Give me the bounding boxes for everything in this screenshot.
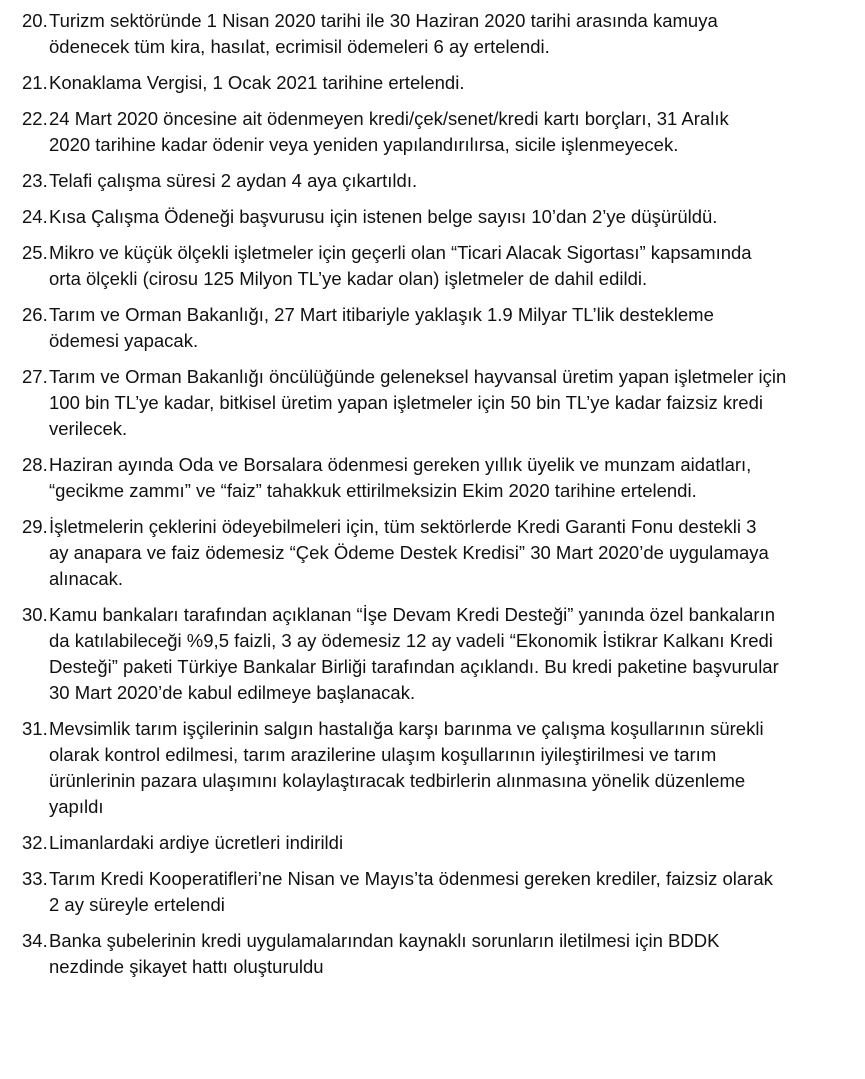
list-item bbox=[22, 8, 842, 60]
item-text-line: olarak kontrol edilmesi, tarım arazilerine ulaşım koşullarının iyileştirilmesi ve tarım bbox=[49, 744, 717, 765]
item-text-line: ödemesi yapacak. bbox=[49, 330, 199, 351]
item-text-line: Limanlardaki ardiye ücretleri indirildi bbox=[49, 832, 344, 853]
item-text-line: 2020 tarihine kadar ödenir veya yeniden yapılandırılırsa, sicile işlenmeyecek. bbox=[49, 134, 679, 155]
list-item bbox=[22, 928, 842, 980]
item-text-line: ay anapara ve faiz ödemesiz “Çek Ödeme Destek Kredisi” 30 Mart 2020’de uygulamaya bbox=[49, 542, 769, 563]
item-text-line: nezdinde şikayet hattı oluşturuldu bbox=[49, 956, 324, 977]
item-text bbox=[49, 106, 842, 158]
item-number: 33. bbox=[22, 868, 48, 889]
item-text bbox=[49, 716, 842, 820]
item-number: 28. bbox=[22, 454, 48, 475]
list-item bbox=[22, 602, 842, 706]
item-text-line: Konaklama Vergisi, 1 Ocak 2021 tarihine ertelendi. bbox=[49, 72, 465, 93]
item-text-line: orta ölçekli (cirosu 125 Milyon TL’ye kadar olan) işletmeler de dahil edildi. bbox=[49, 268, 648, 289]
item-text bbox=[49, 830, 842, 856]
item-text-line: 100 bin TL’ye kadar, bitkisel üretim yapan işletmeler için 50 bin TL’ye kadar faizsiz kredi bbox=[49, 392, 763, 413]
numbered-list bbox=[22, 8, 842, 990]
item-text bbox=[49, 168, 842, 194]
item-text-line: Desteği” paketi Türkiye Bankalar Birliği tarafından açıklandı. Bu kredi paketine başvurular bbox=[49, 656, 779, 677]
list-item bbox=[22, 866, 842, 918]
item-text-line: “gecikme zammı” ve “faiz” tahakkuk ettirilmeksizin Ekim 2020 tarihine ertelendi. bbox=[49, 480, 697, 501]
item-text-line: Kısa Çalışma Ödeneği başvurusu için istenen belge sayısı 10’dan 2’ye düşürüldü. bbox=[49, 206, 718, 227]
list-item bbox=[22, 514, 842, 592]
item-text bbox=[49, 70, 842, 96]
item-text bbox=[49, 240, 842, 292]
list-item bbox=[22, 716, 842, 820]
item-text bbox=[49, 928, 842, 980]
item-text-line: da katılabileceği %9,5 faizli, 3 ay ödemesiz 12 ay vadeli “Ekonomik İstikrar Kalkanı Kredi bbox=[49, 630, 773, 651]
item-text-line: alınacak. bbox=[49, 568, 124, 589]
item-text bbox=[49, 602, 842, 706]
item-text-line: ürünlerinin pazara ulaşımını kolaylaştıracak tedbirlerin alınmasına yönelik düzenleme bbox=[49, 770, 746, 791]
list-item bbox=[22, 70, 842, 96]
list-item bbox=[22, 204, 842, 230]
item-text-line: Haziran ayında Oda ve Borsalara ödenmesi gereken yıllık üyelik ve munzam aidatları, bbox=[49, 454, 752, 475]
item-text-line: Mikro ve küçük ölçekli işletmeler için geçerli olan “Ticari Alacak Sigortası” kapsamında bbox=[49, 242, 752, 263]
item-number: 21. bbox=[22, 72, 48, 93]
item-text bbox=[49, 364, 842, 442]
list-item bbox=[22, 168, 842, 194]
item-text-line: ödenecek tüm kira, hasılat, ecrimisil ödemeleri 6 ay ertelendi. bbox=[49, 36, 550, 57]
item-text-line: Banka şubelerinin kredi uygulamalarından kaynaklı sorunların iletilmesi için BDDK bbox=[49, 930, 720, 951]
item-text-line: Turizm sektöründe 1 Nisan 2020 tarihi ile 30 Haziran 2020 tarihi arasında kamuya bbox=[49, 10, 718, 31]
list-item bbox=[22, 830, 842, 856]
item-number: 27. bbox=[22, 366, 48, 387]
item-number: 29. bbox=[22, 516, 48, 537]
item-text-line: Tarım ve Orman Bakanlığı, 27 Mart itibariyle yaklaşık 1.9 Milyar TL’lik destekleme bbox=[49, 304, 714, 325]
list-item bbox=[22, 106, 842, 158]
item-text bbox=[49, 204, 842, 230]
item-text-line: Tarım Kredi Kooperatifleri’ne Nisan ve Mayıs’ta ödenmesi gereken krediler, faizsiz olarak bbox=[49, 868, 773, 889]
item-text-line: 30 Mart 2020’de kabul edilmeye başlanacak. bbox=[49, 682, 416, 703]
item-number: 32. bbox=[22, 832, 48, 853]
item-text bbox=[49, 452, 842, 504]
item-text-line: 2 ay süreyle ertelendi bbox=[49, 894, 225, 915]
list-item bbox=[22, 240, 842, 292]
item-text bbox=[49, 302, 842, 354]
item-text-line: verilecek. bbox=[49, 418, 128, 439]
item-text bbox=[49, 8, 842, 60]
item-number: 30. bbox=[22, 604, 48, 625]
item-text-line: Kamu bankaları tarafından açıklanan “İşe Devam Kredi Desteği” yanında özel bankaların bbox=[49, 604, 776, 625]
item-number: 25. bbox=[22, 242, 48, 263]
item-number: 34. bbox=[22, 930, 48, 951]
list-item bbox=[22, 364, 842, 442]
list-item bbox=[22, 302, 842, 354]
item-number: 22. bbox=[22, 108, 48, 129]
item-text-line: yapıldı bbox=[49, 796, 104, 817]
item-number: 23. bbox=[22, 170, 48, 191]
item-number: 26. bbox=[22, 304, 48, 325]
item-text-line: 24 Mart 2020 öncesine ait ödenmeyen kredi/çek/senet/kredi kartı borçları, 31 Aralık bbox=[49, 108, 729, 129]
item-number: 31. bbox=[22, 718, 48, 739]
item-text bbox=[49, 514, 842, 592]
item-text bbox=[49, 866, 842, 918]
item-text-line: İşletmelerin çeklerini ödeyebilmeleri için, tüm sektörlerde Kredi Garanti Fonu destekli 3 bbox=[49, 516, 757, 537]
item-text-line: Telafi çalışma süresi 2 aydan 4 aya çıkartıldı. bbox=[49, 170, 418, 191]
item-text-line: Tarım ve Orman Bakanlığı öncülüğünde geleneksel hayvansal üretim yapan işletmeler için bbox=[49, 366, 787, 387]
item-text-line: Mevsimlik tarım işçilerinin salgın hastalığa karşı barınma ve çalışma koşullarının sürekli bbox=[49, 718, 764, 739]
list-item bbox=[22, 452, 842, 504]
item-number: 20. bbox=[22, 10, 48, 31]
item-number: 24. bbox=[22, 206, 48, 227]
